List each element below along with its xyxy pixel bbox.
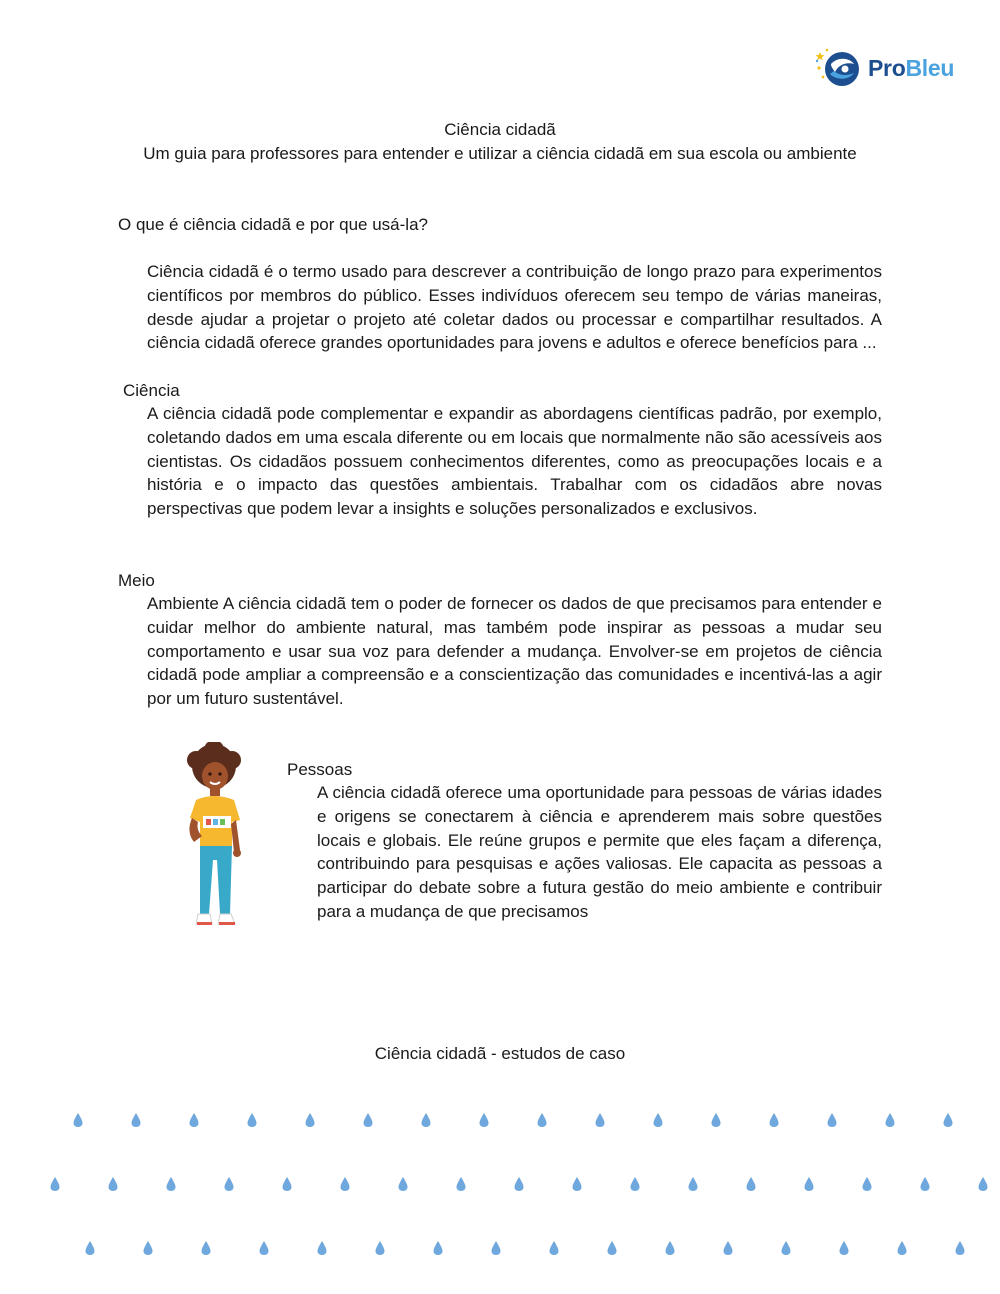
science-paragraph: A ciência cidadã pode complementar e expandir as abordagens científicas padrão, por exemplo, coletando dados em uma escala diferente ou em locais que normalmente não são acessíveis aos cientistas. Os cidadãos possuem conhecimentos diferentes, como as preocupações locais e a história e o impacto das questões ambientais. Trabalhar com os cidadãos abre novas perspectivas que podem levar a insights e soluções personalizados e exclusivos.: [147, 404, 882, 519]
environment-paragraph: Ambiente A ciência cidadã tem o poder de fornecer os dados de que precisamos para entender e cuidar melhor do ambiente natural, mas também pode inspirar as pessoas a mudar seu comportamento e usar sua voz para defender a mudança. Envolver-se em projetos de ciência cidadã pode ampliar a compreensão e a conscientização das comunidades e incentivá-las a agir por um futuro sustentável.: [147, 594, 882, 709]
intro-paragraph: Ciência cidadã é o termo usado para descrever a contribuição de longo prazo para experimentos científicos por membros do público. Esses indivíduos oferecem seu tempo de várias maneiras, desde ajudar a projetar o projeto até coletar dados ou processar e compartilhar resultados. A ciência cidadã oferece grandes oportunidades para jovens e adultos e oferece benefícios para ...: [147, 262, 882, 353]
probleu-logo: [814, 46, 964, 90]
intro-heading: O que é ciência cidadã e por que usá-la?: [118, 215, 428, 234]
document-subtitle: Um guia para professores para entender e utilizar a ciência cidadã em sua escola ou ambiente: [143, 144, 857, 163]
child-illustration-icon: [178, 742, 250, 932]
case-studies-heading: Ciência cidadã - estudos de caso: [374, 1044, 626, 1063]
science-heading: Ciência: [123, 381, 180, 400]
logo-text-bleu: Bleu: [905, 55, 955, 81]
logo-wordmark: [868, 54, 954, 82]
environment-heading: Meio: [118, 571, 155, 590]
people-paragraph: A ciência cidadã oferece uma oportunidade para pessoas de várias idades e origens se conectarem à ciência e aprenderem mais sobre questões locais e globais. Ele reúne grupos e permite que eles façam a diferença, contribuindo para pesquisas e ações valiosas. Ele capacita as pessoas a participar do debate sobre a futura gestão do meio ambiente e contribuir para a mudança de que precisamos: [317, 783, 882, 921]
people-heading: Pessoas: [287, 760, 353, 779]
raindrop-pattern-icon: [0, 1100, 1000, 1270]
logo-text-pro: Pro: [868, 55, 906, 81]
document-title: Ciência cidadã: [444, 120, 556, 139]
globe-swirl-stars-icon: [814, 46, 864, 90]
